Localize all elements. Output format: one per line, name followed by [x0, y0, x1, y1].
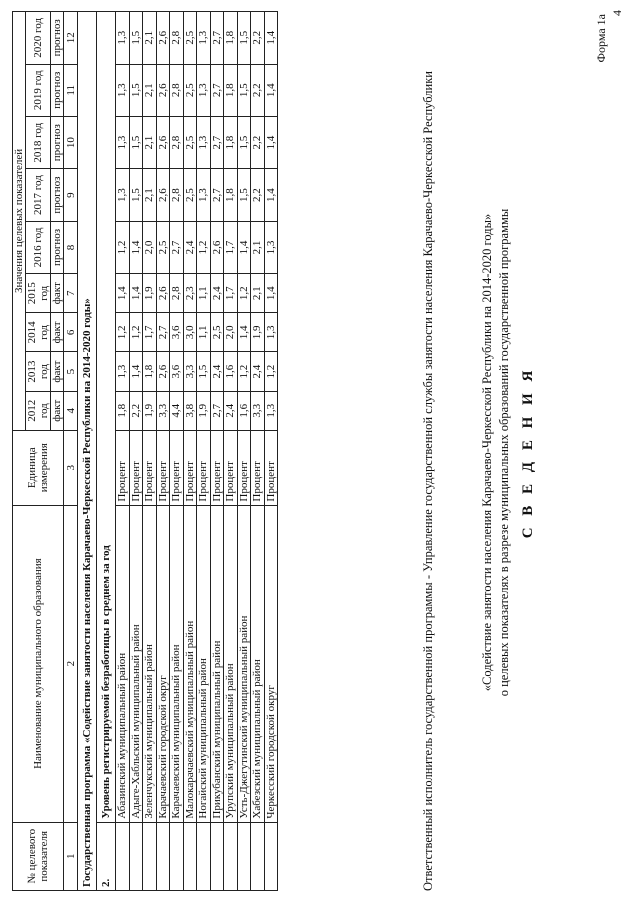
value-cell: 1,9 — [197, 391, 211, 430]
header-type-cell: факт — [51, 391, 64, 430]
header-type-cell: прогноз — [51, 12, 64, 65]
value-cell: 1,4 — [129, 274, 143, 313]
value-cell: 2,4 — [183, 221, 197, 273]
row-number-cell — [251, 822, 265, 890]
value-cell: 1,9 — [143, 391, 157, 430]
value-cell: 1,5 — [129, 116, 143, 168]
value-cell: 2,4 — [210, 352, 224, 391]
value-cell: 1,8 — [116, 391, 130, 430]
value-cell: 1,8 — [143, 352, 157, 391]
unit-cell: Процент — [129, 430, 143, 505]
column-number-cell: 8 — [64, 221, 78, 273]
value-cell: 2,5 — [210, 313, 224, 352]
unit-cell: Процент — [143, 430, 157, 505]
municipality-name: Адыге-Хабльский муниципальный район — [129, 505, 143, 822]
header-year-cell: 2015 год — [26, 274, 51, 313]
table-row — [224, 12, 238, 891]
value-cell: 1,4 — [129, 352, 143, 391]
value-cell: 3,6 — [170, 352, 184, 391]
unit-cell: Процент — [264, 430, 278, 505]
value-cell: 3,3 — [183, 352, 197, 391]
row-number-cell — [156, 822, 170, 890]
value-cell: 1,8 — [224, 116, 238, 168]
value-cell: 2,7 — [210, 391, 224, 430]
row-number-cell — [264, 822, 278, 890]
value-cell: 2,4 — [224, 391, 238, 430]
value-cell: 1,2 — [237, 274, 251, 313]
value-cell: 1,8 — [224, 169, 238, 221]
municipality-name: Урупский муниципальный район — [224, 505, 238, 822]
value-cell: 3,0 — [183, 313, 197, 352]
unit-cell: Процент — [197, 430, 211, 505]
value-cell: 2,6 — [156, 64, 170, 116]
value-cell: 1,7 — [143, 313, 157, 352]
value-cell: 1,6 — [237, 391, 251, 430]
row-number-cell — [224, 822, 238, 890]
value-cell: 1,4 — [237, 313, 251, 352]
header-year-cell: 2019 год — [26, 64, 51, 116]
column-number-cell: 1 — [64, 822, 78, 890]
municipality-name: Абазинский муниципальный район — [116, 505, 130, 822]
value-cell: 2,8 — [170, 64, 184, 116]
header-year-cell: 2017 год — [26, 169, 51, 221]
value-cell: 1,8 — [224, 12, 238, 65]
header-type-cell: факт — [51, 274, 64, 313]
value-cell: 1,3 — [264, 221, 278, 273]
row-number-cell — [197, 822, 211, 890]
unit-cell: Процент — [183, 430, 197, 505]
value-cell: 2,1 — [143, 116, 157, 168]
value-cell: 1,4 — [237, 221, 251, 273]
value-cell: 2,3 — [183, 274, 197, 313]
value-cell: 1,3 — [116, 352, 130, 391]
value-cell: 1,3 — [197, 169, 211, 221]
document-subtitle-line-1: о целевых показателях в разрезе муниципальных образований государственной программы — [497, 208, 511, 697]
municipality-name: Усть-Джегутинский муниципальный район — [237, 505, 251, 822]
value-cell: 2,2 — [251, 64, 265, 116]
value-cell: 2,6 — [156, 116, 170, 168]
municipality-name: Черкесский городской округ — [264, 505, 278, 822]
value-cell: 2,6 — [210, 221, 224, 273]
value-cell: 1,1 — [197, 313, 211, 352]
value-cell: 2,5 — [183, 169, 197, 221]
value-cell: 1,3 — [116, 169, 130, 221]
unit-cell: Процент — [210, 430, 224, 505]
value-cell: 1,7 — [224, 221, 238, 273]
header-type-cell: факт — [51, 352, 64, 391]
municipality-name: Карачаевский муниципальный район — [170, 505, 184, 822]
value-cell: 1,4 — [264, 116, 278, 168]
column-number-cell: 9 — [64, 169, 78, 221]
header-year-cell: 2020 год — [26, 12, 51, 65]
value-cell: 1,2 — [116, 221, 130, 273]
value-cell: 1,3 — [116, 64, 130, 116]
value-cell: 1,4 — [129, 221, 143, 273]
value-cell: 1,5 — [129, 64, 143, 116]
row-number-cell — [170, 822, 184, 890]
unit-cell: Процент — [156, 430, 170, 505]
indicator-title: Уровень регистрируемой безработицы в среднем за год — [97, 12, 116, 823]
value-cell: 2,5 — [183, 12, 197, 65]
unit-cell: Процент — [251, 430, 265, 505]
page-number: 4 — [610, 10, 624, 16]
value-cell: 1,1 — [197, 274, 211, 313]
row-number-cell — [183, 822, 197, 890]
value-cell: 1,3 — [264, 313, 278, 352]
unit-cell: Процент — [116, 430, 130, 505]
value-cell: 4,4 — [170, 391, 184, 430]
value-cell: 1,2 — [129, 313, 143, 352]
unit-cell: Процент — [170, 430, 184, 505]
value-cell: 2,1 — [143, 12, 157, 65]
table-row — [197, 12, 211, 891]
header-year-cell: 2014 год — [26, 313, 51, 352]
table-row — [210, 12, 224, 891]
value-cell: 1,9 — [143, 274, 157, 313]
program-row — [78, 12, 97, 891]
value-cell: 1,5 — [129, 169, 143, 221]
column-number-cell: 2 — [64, 505, 78, 822]
value-cell: 1,3 — [197, 12, 211, 65]
value-cell: 2,7 — [210, 116, 224, 168]
form-label: Форма 1а — [594, 14, 608, 63]
value-cell: 2,6 — [156, 169, 170, 221]
value-cell: 2,0 — [224, 313, 238, 352]
value-cell: 1,2 — [116, 313, 130, 352]
row-number-cell — [116, 822, 130, 890]
row-number-cell — [143, 822, 157, 890]
value-cell: 1,5 — [129, 12, 143, 65]
header-year-cell: 2016 год — [26, 221, 51, 273]
table-row — [143, 12, 157, 891]
value-cell: 1,7 — [224, 274, 238, 313]
value-cell: 2,8 — [170, 116, 184, 168]
row-number-cell — [237, 822, 251, 890]
header-type-cell: прогноз — [51, 116, 64, 168]
value-cell: 2,7 — [210, 169, 224, 221]
table-header-row — [13, 12, 26, 891]
indicator-table — [12, 11, 278, 891]
table-row — [237, 12, 251, 891]
row-number-cell — [129, 822, 143, 890]
header-indicator-number: № целевого показателя — [13, 822, 64, 890]
column-number-cell: 10 — [64, 116, 78, 168]
value-cell: 1,4 — [264, 12, 278, 65]
value-cell: 1,9 — [251, 313, 265, 352]
value-cell: 1,3 — [116, 12, 130, 65]
value-cell: 1,5 — [237, 12, 251, 65]
column-numbers-row — [64, 12, 78, 891]
value-cell: 2,8 — [170, 169, 184, 221]
column-number-cell: 11 — [64, 64, 78, 116]
header-year-cell: 2018 год — [26, 116, 51, 168]
value-cell: 3,6 — [170, 313, 184, 352]
value-cell: 2,6 — [156, 352, 170, 391]
value-cell: 1,5 — [197, 352, 211, 391]
header-type-cell: прогноз — [51, 169, 64, 221]
value-cell: 1,5 — [237, 64, 251, 116]
value-cell: 2,2 — [129, 391, 143, 430]
value-cell: 2,5 — [183, 64, 197, 116]
row-number-cell — [210, 822, 224, 890]
value-cell: 1,4 — [264, 169, 278, 221]
value-cell: 2,0 — [143, 221, 157, 273]
value-cell: 2,4 — [210, 274, 224, 313]
table-row — [170, 12, 184, 891]
indicator-row — [97, 12, 116, 891]
table-row — [183, 12, 197, 891]
column-number-cell: 7 — [64, 274, 78, 313]
value-cell: 2,2 — [251, 12, 265, 65]
value-cell: 3,3 — [156, 391, 170, 430]
value-cell: 1,4 — [264, 274, 278, 313]
value-cell: 1,6 — [224, 352, 238, 391]
header-target-values: Значения целевых показателей — [13, 12, 26, 431]
municipality-name: Хабезский муниципальный район — [251, 505, 265, 822]
header-type-cell: прогноз — [51, 221, 64, 273]
value-cell: 2,1 — [251, 274, 265, 313]
value-cell: 2,7 — [210, 64, 224, 116]
unit-cell: Процент — [237, 430, 251, 505]
responsible-executor: Ответственный исполнитель государственной программы - Управление государственной службы занятости населения Карачаево-Черкесской Республики — [421, 71, 435, 891]
table-row — [116, 12, 130, 891]
table-row — [264, 12, 278, 891]
value-cell: 1,2 — [237, 352, 251, 391]
value-cell: 2,2 — [251, 116, 265, 168]
value-cell: 1,3 — [264, 391, 278, 430]
value-cell: 2,1 — [143, 64, 157, 116]
table-row — [156, 12, 170, 891]
value-cell: 2,5 — [183, 116, 197, 168]
value-cell: 2,7 — [210, 12, 224, 65]
value-cell: 1,2 — [197, 221, 211, 273]
value-cell: 2,7 — [156, 313, 170, 352]
column-number-cell: 12 — [64, 12, 78, 65]
value-cell: 1,3 — [116, 116, 130, 168]
municipality-name: Прикубанский муниципальный район — [210, 505, 224, 822]
value-cell: 3,3 — [251, 391, 265, 430]
header-year-cell: 2012 год — [26, 391, 51, 430]
value-cell: 2,7 — [170, 221, 184, 273]
value-cell: 2,8 — [170, 12, 184, 65]
value-cell: 1,5 — [237, 169, 251, 221]
column-number-cell: 5 — [64, 352, 78, 391]
value-cell: 2,5 — [156, 221, 170, 273]
value-cell: 1,4 — [264, 64, 278, 116]
value-cell: 2,6 — [156, 12, 170, 65]
document-subtitle-line-2: «Содействие занятости населения Карачаево-Черкесской Республики на 2014-2020 годы» — [480, 213, 494, 692]
column-number-cell: 4 — [64, 391, 78, 430]
program-title: Государственная программа «Содействие занятости населения Карачаево-Черкесской Республики на 2014-2020 годы» — [78, 12, 97, 891]
column-number-cell: 6 — [64, 313, 78, 352]
indicator-number: 2. — [97, 822, 116, 890]
table-row — [129, 12, 143, 891]
document-title: С В Е Д Е Н И Я — [520, 366, 536, 539]
municipality-name: Ногайский муниципальный район — [197, 505, 211, 822]
header-type-cell: прогноз — [51, 64, 64, 116]
header-year-cell: 2013 год — [26, 352, 51, 391]
value-cell: 1,4 — [116, 274, 130, 313]
unit-cell: Процент — [224, 430, 238, 505]
header-type-cell: факт — [51, 313, 64, 352]
municipality-name: Карачаевский городской округ — [156, 505, 170, 822]
value-cell: 1,5 — [237, 116, 251, 168]
value-cell: 2,4 — [251, 352, 265, 391]
column-number-cell: 3 — [64, 430, 78, 505]
header-unit: Единица измерения — [13, 430, 64, 505]
header-municipality-name: Наименование муниципального образования — [13, 505, 64, 822]
value-cell: 1,2 — [264, 352, 278, 391]
value-cell: 2,2 — [251, 169, 265, 221]
value-cell: 1,3 — [197, 116, 211, 168]
value-cell: 2,8 — [170, 274, 184, 313]
value-cell: 2,1 — [251, 221, 265, 273]
value-cell: 2,1 — [143, 169, 157, 221]
municipality-name: Зеленчукский муниципальный район — [143, 505, 157, 822]
value-cell: 3,8 — [183, 391, 197, 430]
value-cell: 1,8 — [224, 64, 238, 116]
value-cell: 1,3 — [197, 64, 211, 116]
value-cell: 2,6 — [156, 274, 170, 313]
table-row — [251, 12, 265, 891]
municipality-name: Малокарачаевский муниципальный район — [183, 505, 197, 822]
